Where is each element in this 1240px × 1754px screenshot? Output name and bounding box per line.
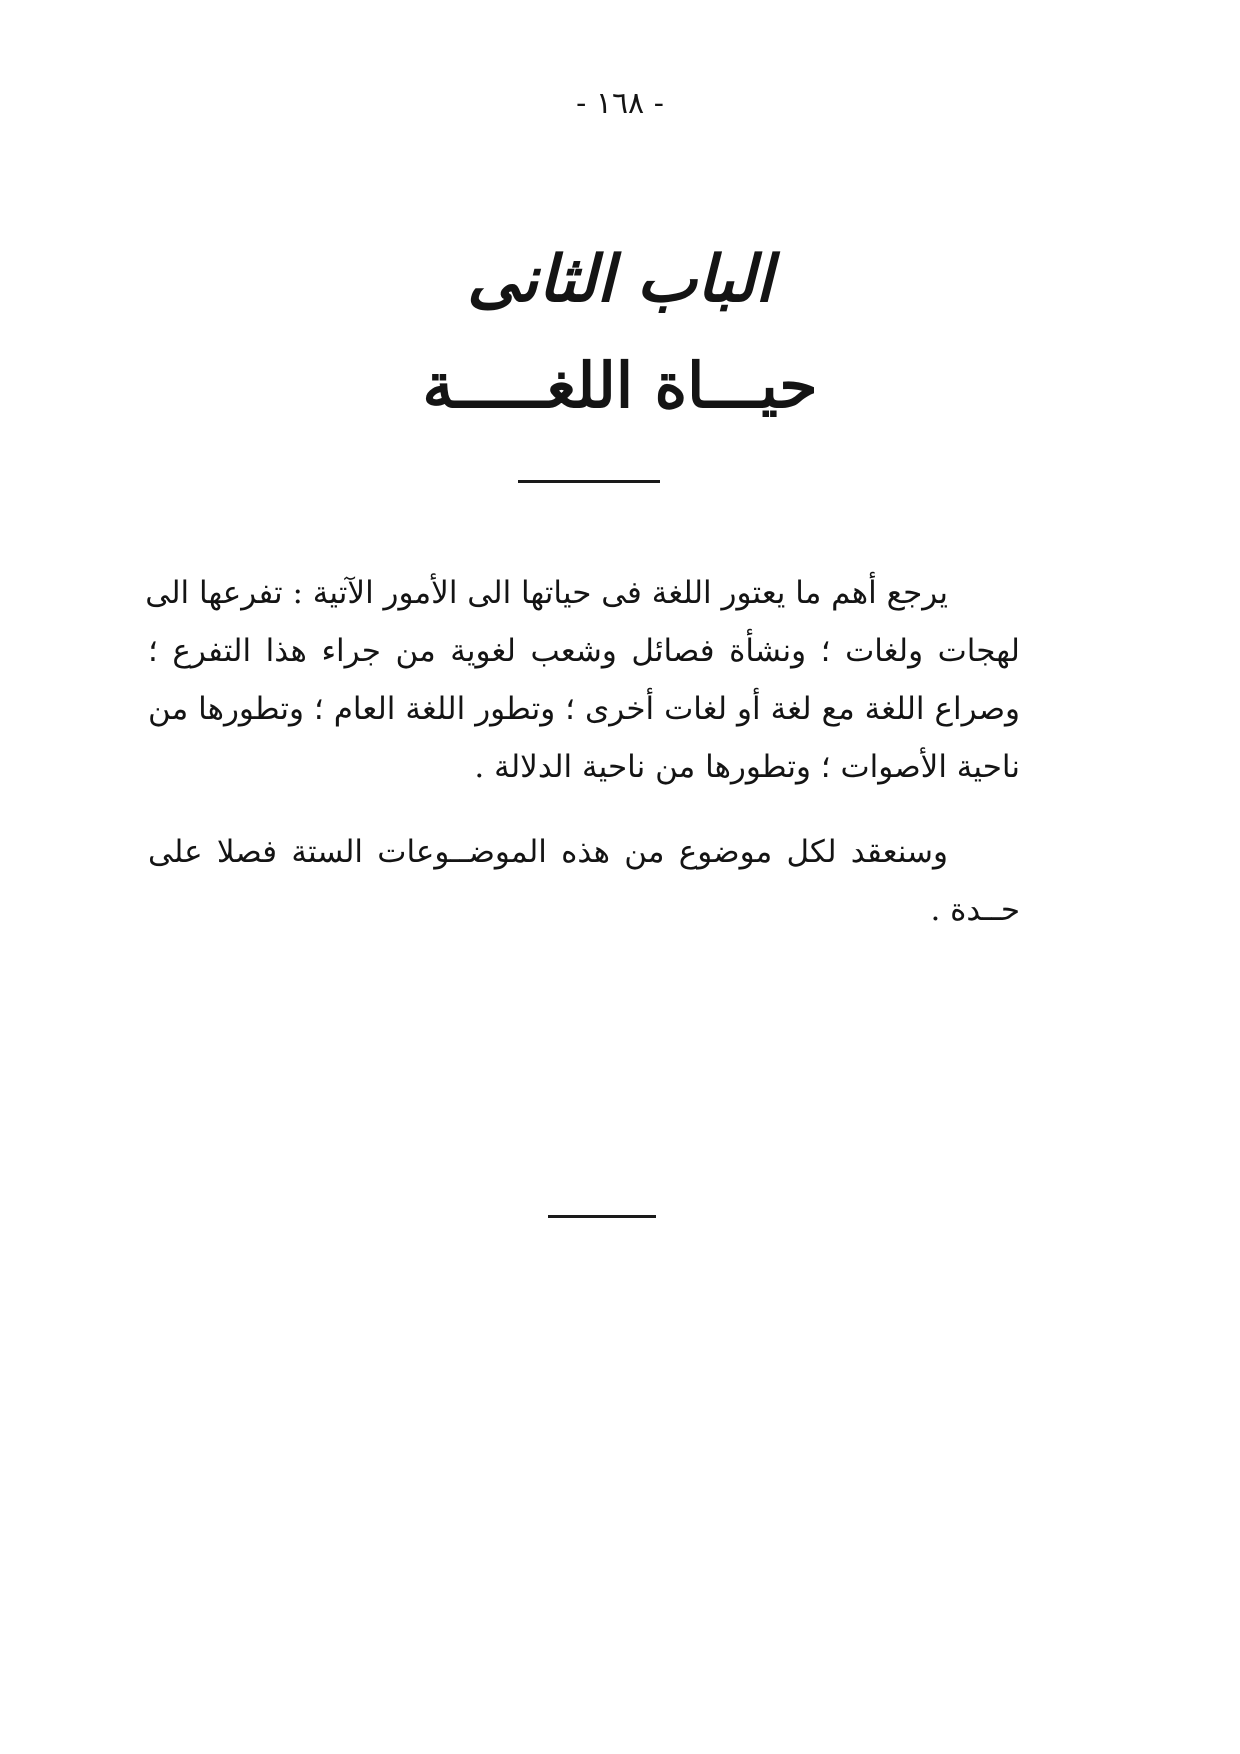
paragraph-2 <box>148 823 1020 939</box>
page-number: - ١٦٨ - <box>576 86 664 121</box>
chapter-title: حيـــاة اللغـــــة <box>422 349 818 422</box>
paragraph-2-line-2: حــدة . <box>930 892 1020 928</box>
title-divider <box>518 480 660 483</box>
paragraph-2-line-1: وسنعقد لكل موضوع من هذه الموضــوعات الستة فصلا على <box>148 834 948 870</box>
end-divider <box>548 1215 656 1218</box>
paragraph-1-line-2: لهجات ولغات ؛ ونشأة فصائل وشعب لغوية من جراء هذا التفرع ؛ <box>148 633 1020 669</box>
paragraph-1 <box>145 564 1020 796</box>
part-title: الباب الثانى <box>467 242 773 317</box>
paragraph-1-line-4: ناحية الأصوات ؛ وتطورها من ناحية الدلالة . <box>474 749 1020 785</box>
paragraph-1-line-3: وصراع اللغة مع لغة أو لغات أخرى ؛ وتطور اللغة العام ؛ وتطورها من <box>148 691 1020 727</box>
paragraph-1-line-1: يرجع أهم ما يعتور اللغة فى حياتها الى الأمور الآتية : تفرعها الى <box>145 575 948 611</box>
